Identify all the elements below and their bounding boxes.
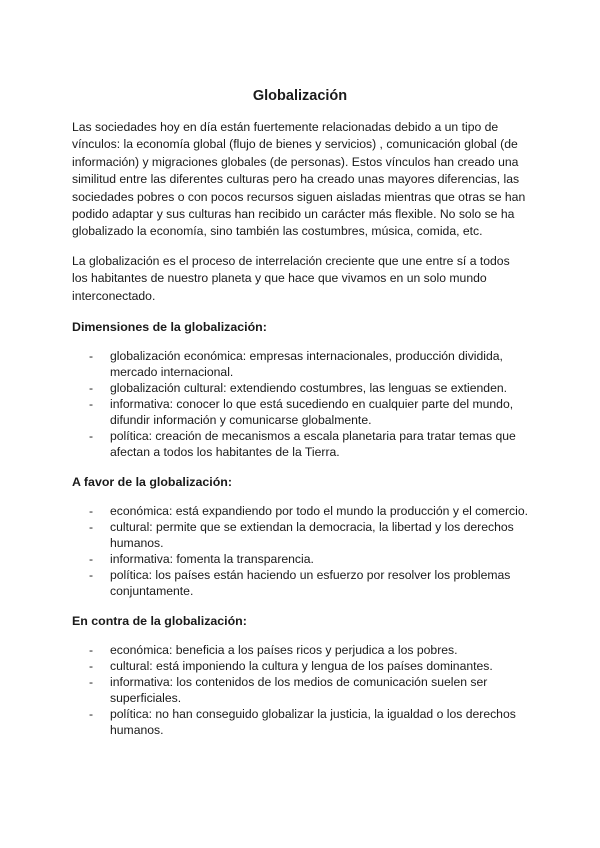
bullet-dash: - xyxy=(89,552,94,567)
list-item-text: informativa: los contenidos de los medios de comunicación suelen ser superficiales. xyxy=(110,675,488,706)
list-item xyxy=(72,396,528,428)
section-heading: En contra de la globalización: xyxy=(72,614,247,629)
intro-paragraph: Las sociedades hoy en día están fuertemente relacionadas debido a un tipo de vínculos: la economía global (flujo de bienes y servicios) , comunicación global (de información) y migraciones globales (de personas). Estos vínculos han creado una similitud entre las diferentes culturas pero ha creado unas mayores diferencias, las sociedades pobres o con pocos recursos siguen aisladas mientras que otras se han podido adaptar y sus culturas han recibido un carácter más flexible. No solo se ha globalizado la economía, sino también las costumbres, música, comida, etc. xyxy=(72,120,526,239)
list-item xyxy=(72,348,528,380)
list-item xyxy=(72,503,528,519)
section-in-favor xyxy=(72,474,528,599)
list-item-text: informativa: fomenta la transparencia. xyxy=(110,552,314,567)
list-item xyxy=(72,519,528,551)
bullet-dash: - xyxy=(89,707,94,722)
section-against xyxy=(72,613,528,738)
bullet-dash: - xyxy=(89,504,94,519)
list-item xyxy=(72,658,528,674)
bullet-dash: - xyxy=(89,397,94,412)
list-item-text: cultural: está imponiendo la cultura y lengua de los países dominantes. xyxy=(110,659,493,674)
list-item-text: política: los países están haciendo un esfuerzo por resolver los problemas conjuntamente. xyxy=(110,568,511,599)
document-page xyxy=(72,86,528,738)
bullet-list xyxy=(72,642,528,738)
list-item xyxy=(72,380,528,396)
list-item xyxy=(72,428,528,460)
bullet-dash: - xyxy=(89,429,94,444)
list-item-text: informativa: conocer lo que está sucediendo en cualquier parte del mundo, difundir información y comunicarse globalmente. xyxy=(110,397,514,428)
list-item xyxy=(72,674,528,706)
bullet-list xyxy=(72,348,528,460)
bullet-dash: - xyxy=(89,643,94,658)
document-title: Globalización xyxy=(252,88,348,104)
list-item-text: económica: está expandiendo por todo el mundo la producción y el comercio. xyxy=(110,504,529,519)
list-item-text: económica: beneficia a los países ricos y perjudica a los pobres. xyxy=(110,643,458,658)
list-item-text: globalización cultural: extendiendo costumbres, las lenguas se extienden. xyxy=(110,381,508,396)
list-item xyxy=(72,551,528,567)
list-item-text: política: no han conseguido globalizar la justicia, la igualdad o los derechos humanos. xyxy=(110,707,516,738)
list-item-text: cultural: permite que se extiendan la democracia, la libertad y los derechos humanos. xyxy=(110,520,514,551)
bullet-dash: - xyxy=(89,381,94,396)
list-item-text: globalización económica: empresas internacionales, producción dividida, mercado internacional. xyxy=(110,349,503,380)
bullet-dash: - xyxy=(89,659,94,674)
section-dimensions xyxy=(72,319,528,460)
section-heading: A favor de la globalización: xyxy=(72,475,232,490)
bullet-dash: - xyxy=(89,675,94,690)
bullet-dash: - xyxy=(89,349,94,364)
list-item xyxy=(72,567,528,599)
list-item-text: política: creación de mecanismos a escala planetaria para tratar temas que afectan a todos los habitantes de la Tierra. xyxy=(110,429,516,460)
bullet-dash: - xyxy=(89,568,94,583)
list-item xyxy=(72,642,528,658)
bullet-dash: - xyxy=(89,520,94,535)
bullet-list xyxy=(72,503,528,599)
definition-paragraph: La globalización es el proceso de interrelación creciente que une entre sí a todos los habitantes de nuestro planeta y que hace que vivamos en un solo mundo interconectado. xyxy=(72,253,510,303)
section-heading: Dimensiones de la globalización: xyxy=(72,320,267,335)
list-item xyxy=(72,706,528,738)
